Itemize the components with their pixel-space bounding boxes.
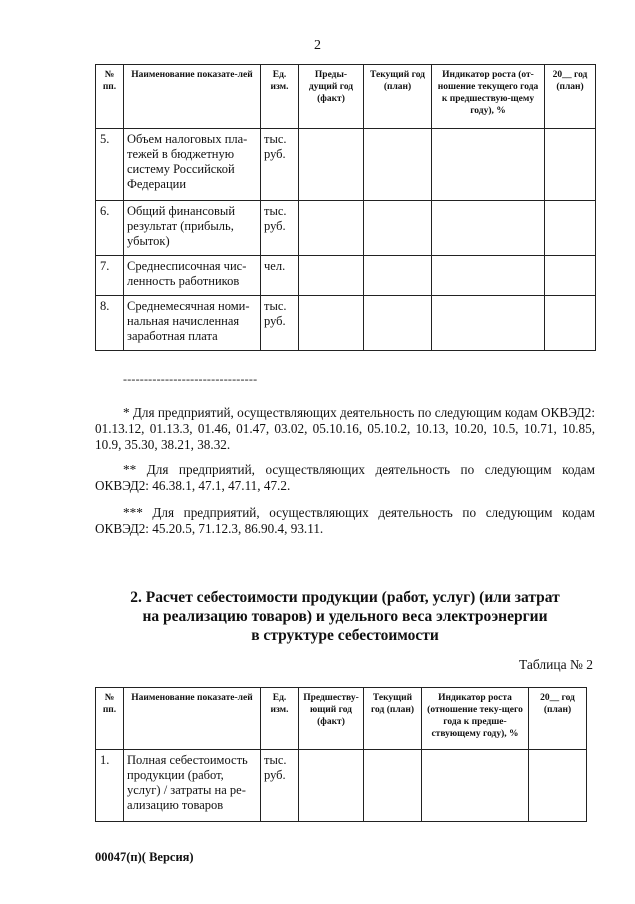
- footnote-separator: --------------------------------: [123, 372, 258, 386]
- table-row: [96, 129, 596, 201]
- cell-growth: [432, 129, 545, 201]
- col-header-num: № пп.: [96, 65, 124, 129]
- cell-plan-year: [545, 201, 596, 256]
- table-header-row: [96, 688, 587, 750]
- row-number: 7.: [96, 256, 124, 296]
- cell-prev-year: [299, 296, 364, 351]
- row-name: Полная себестоимость продукции (работ, услуг) / затраты на ре-ализацию товаров: [124, 750, 261, 822]
- page-number: 2: [314, 38, 321, 53]
- col-header-prev-year: Преды-дущий год (факт): [299, 65, 364, 129]
- table-row: [96, 296, 596, 351]
- footnote-2: [95, 462, 595, 494]
- cell-growth: [432, 201, 545, 256]
- document-footer: 00047(п)( Версия): [95, 850, 194, 864]
- cell-current-year: [364, 129, 432, 201]
- table-header-row: [96, 65, 596, 129]
- row-number: 6.: [96, 201, 124, 256]
- col-header-growth: Индикатор роста (от-ношение текущего года к предшествую-щему году), %: [432, 65, 545, 129]
- cell-plan-year: [545, 129, 596, 201]
- row-number: 8.: [96, 296, 124, 351]
- col-header-name: Наименование показате-лей: [124, 688, 261, 750]
- row-name: Среднесписочная чис-ленность работников: [124, 256, 261, 296]
- cell-plan-year: [529, 750, 587, 822]
- indicators-table: [95, 64, 596, 351]
- cell-prev-year: [299, 256, 364, 296]
- cell-plan-year: [545, 256, 596, 296]
- col-header-current-year: Текущий год (план): [364, 65, 432, 129]
- section-heading-line-2: на реализацию товаров) и удельного веса электроэнергии: [142, 608, 548, 625]
- footnote-2-text: ** Для предприятий, осуществляющих деятельность по следующим кодам ОКВЭД2: 46.38.1, 47.1, 47.11, 47.2.: [95, 462, 595, 493]
- row-unit: чел.: [261, 256, 299, 296]
- footnote-3: [95, 505, 595, 537]
- table-row: [96, 201, 596, 256]
- col-header-unit: Ед. изм.: [261, 65, 299, 129]
- col-header-prev-year: Предшеству-ющий год (факт): [299, 688, 364, 750]
- col-header-growth: Индикатор роста (отношение теку-щего года к предше-ствующему году), %: [422, 688, 529, 750]
- table-number: Таблица № 2: [519, 657, 593, 672]
- cell-current-year: [364, 256, 432, 296]
- section-heading-line-1: 2. Расчет себестоимости продукции (работ, услуг) (или затрат: [130, 589, 560, 606]
- col-header-current-year: Текущий год (план): [364, 688, 422, 750]
- cell-growth: [432, 256, 545, 296]
- cell-prev-year: [299, 750, 364, 822]
- row-number: 5.: [96, 129, 124, 201]
- row-unit: тыс. руб.: [261, 750, 299, 822]
- table-row: [96, 750, 587, 822]
- cell-growth: [432, 296, 545, 351]
- cell-current-year: [364, 750, 422, 822]
- section-heading: [0, 588, 635, 645]
- table-row: [96, 256, 596, 296]
- cell-current-year: [364, 296, 432, 351]
- footnote-1-text: * Для предприятий, осуществляющих деятельность по следующим кодам ОКВЭД2: 01.13.12, 01.13.3, 01.46, 01.47, 03.02, 05.10.16, 05.10.2, 10.13, 10.20, 10.5, 10.71, 10.85, 10.9, 35.30, 38.21, 38.32.: [95, 405, 595, 452]
- col-header-plan-year: 20__ год (план): [545, 65, 596, 129]
- row-name: Объем налоговых пла-тежей в бюджетную систему Российской Федерации: [124, 129, 261, 201]
- row-name: Среднемесячная номи-нальная начисленная заработная плата: [124, 296, 261, 351]
- col-header-plan-year: 20__ год (план): [529, 688, 587, 750]
- cell-prev-year: [299, 129, 364, 201]
- row-unit: тыс. руб.: [261, 296, 299, 351]
- cell-current-year: [364, 201, 432, 256]
- section-heading-line-3: в структуре себестоимости: [251, 627, 439, 644]
- cost-table: [95, 687, 587, 822]
- row-name: Общий финансовый результат (прибыль, убыток): [124, 201, 261, 256]
- footnote-1: [95, 405, 595, 453]
- row-unit: тыс. руб.: [261, 201, 299, 256]
- col-header-num: № пп.: [96, 688, 124, 750]
- col-header-name: Наименование показате-лей: [124, 65, 261, 129]
- cell-growth: [422, 750, 529, 822]
- cell-plan-year: [545, 296, 596, 351]
- row-number: 1.: [96, 750, 124, 822]
- col-header-unit: Ед. изм.: [261, 688, 299, 750]
- footnote-3-text: *** Для предприятий, осуществляющих деятельность по следующим кодам ОКВЭД2: 45.20.5, 71.12.3, 86.90.4, 93.11.: [95, 505, 595, 536]
- cell-prev-year: [299, 201, 364, 256]
- row-unit: тыс. руб.: [261, 129, 299, 201]
